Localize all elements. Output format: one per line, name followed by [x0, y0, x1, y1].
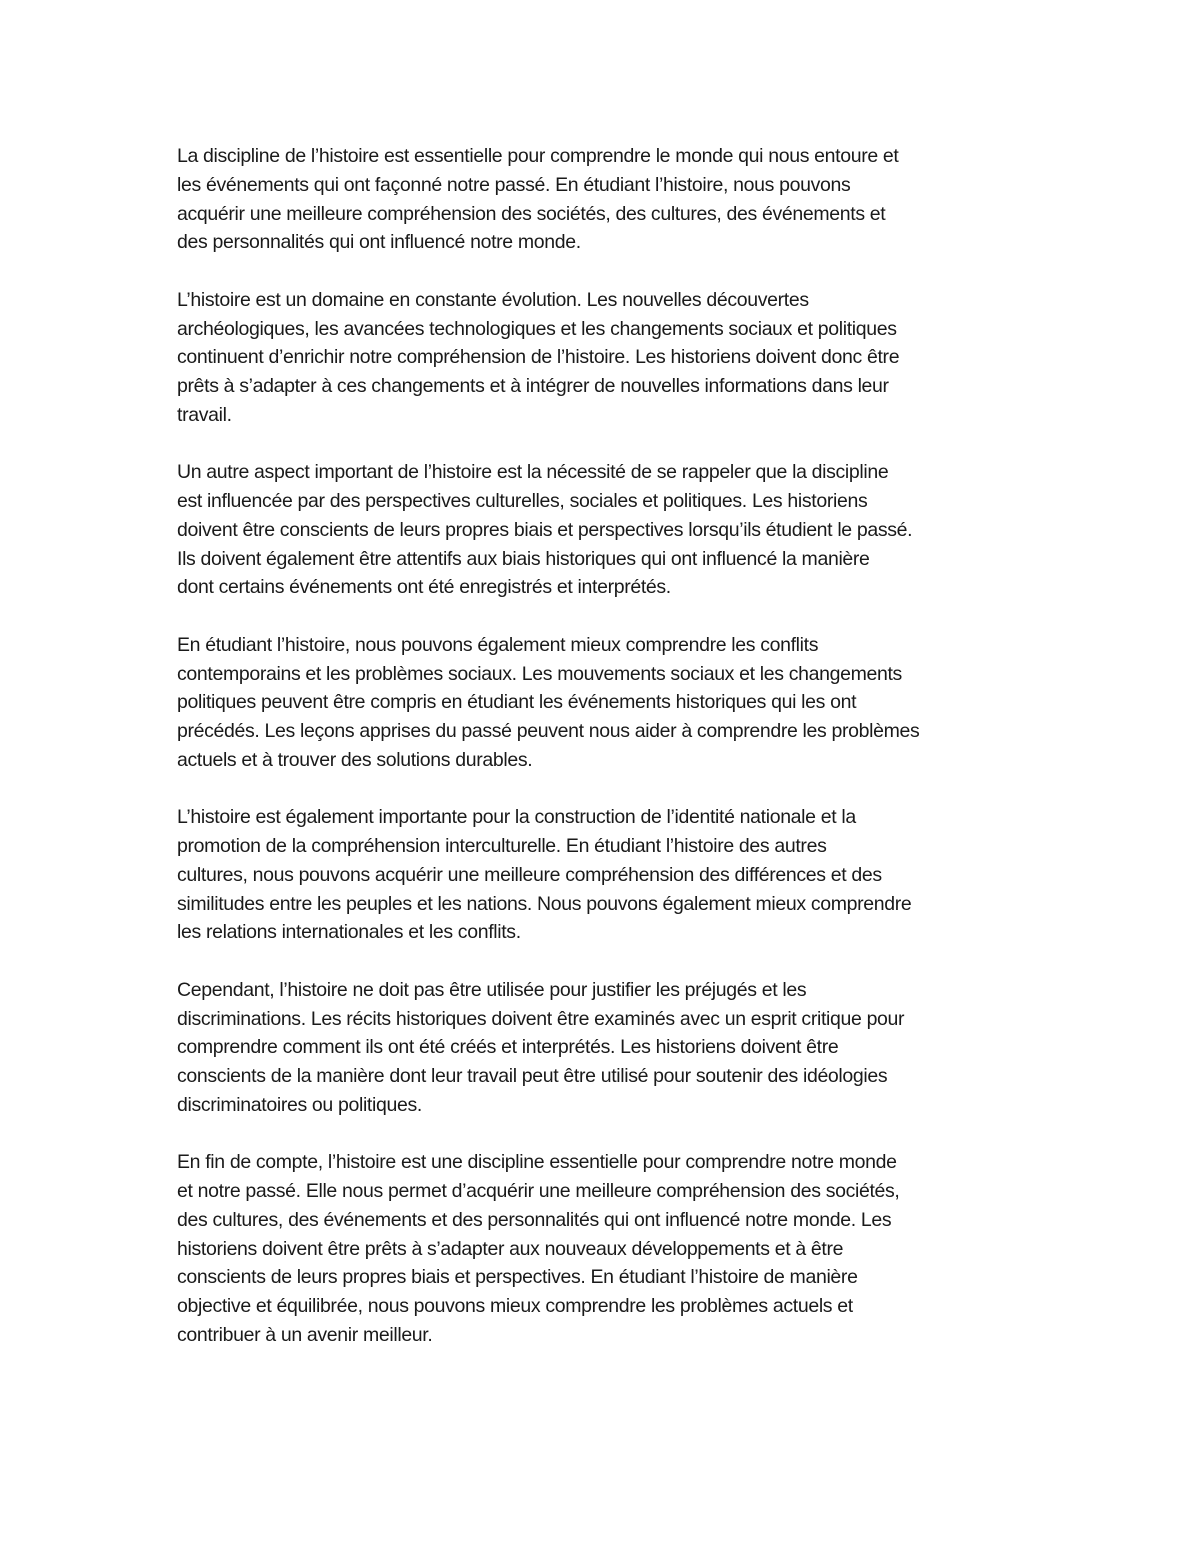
text-line: des personnalités qui ont influencé notre monde.: [177, 231, 581, 254]
paragraph-1: [177, 142, 1037, 257]
text-line: objective et équilibrée, nous pouvons mieux comprendre les problèmes actuels et: [177, 1295, 853, 1317]
document-body: [177, 142, 1037, 1378]
text-line: Ils doivent également être attentifs aux biais historiques qui ont influencé la manière: [177, 547, 870, 570]
text-line: Cependant, l’histoire ne doit pas être utilisée pour justifier les préjugés et les: [177, 978, 807, 1001]
text-line: cultures, nous pouvons acquérir une meilleure compréhension des différences et des: [177, 863, 882, 886]
paragraph-2: [177, 286, 1037, 430]
text-line: Un autre aspect important de l’histoire est la nécessité de se rappeler que la discipline: [177, 461, 889, 484]
text-line: est influencée par des perspectives culturelles, sociales et politiques. Les historiens: [177, 490, 868, 512]
text-line: dont certains événements ont été enregistrés et interprétés.: [177, 576, 671, 599]
text-line: comprendre comment ils ont été créés et interprétés. Les historiens doivent être: [177, 1036, 839, 1059]
text-line: actuels et à trouver des solutions durables.: [177, 748, 533, 771]
text-line: La discipline de l’histoire est essentielle pour comprendre le monde qui nous entoure et: [177, 145, 899, 167]
text-line: prêts à s’adapter à ces changements et à intégrer de nouvelles informations dans leur: [177, 375, 889, 397]
text-line: conscients de leurs propres biais et perspectives. En étudiant l’histoire de manière: [177, 1266, 858, 1289]
paragraph-7: [177, 1148, 1037, 1349]
text-line: promotion de la compréhension interculturelle. En étudiant l’histoire des autres: [177, 835, 827, 857]
paragraph-4: [177, 631, 1037, 775]
text-line: conscients de la manière dont leur travail peut être utilisé pour soutenir des idéologies: [177, 1065, 888, 1087]
paragraph-3: [177, 458, 1037, 602]
text-line: discriminations. Les récits historiques doivent être examinés avec un esprit critique pour: [177, 1007, 905, 1030]
text-line: historiens doivent être prêts à s’adapter aux nouveaux développements et à être: [177, 1237, 844, 1260]
text-line: et notre passé. Elle nous permet d’acquérir une meilleure compréhension des sociétés,: [177, 1180, 900, 1202]
text-line: discriminatoires ou politiques.: [177, 1093, 422, 1116]
text-line: des cultures, des événements et des personnalités qui ont influencé notre monde. Les: [177, 1208, 892, 1231]
text-line: acquérir une meilleure compréhension des sociétés, des cultures, des événements et: [177, 202, 886, 225]
text-line: doivent être conscients de leurs propres biais et perspectives lorsqu’ils étudient le passé.: [177, 518, 913, 541]
paragraph-6: [177, 976, 1037, 1120]
text-line: En fin de compte, l’histoire est une discipline essentielle pour comprendre notre monde: [177, 1151, 897, 1174]
text-line: les événements qui ont façonné notre passé. En étudiant l’histoire, nous pouvons: [177, 173, 851, 196]
text-line: L’histoire est un domaine en constante évolution. Les nouvelles découvertes: [177, 288, 809, 311]
text-line: travail.: [177, 403, 232, 426]
text-line: similitudes entre les peuples et les nations. Nous pouvons également mieux comprendre: [177, 892, 912, 915]
text-line: L’histoire est également importante pour la construction de l’identité nationale et la: [177, 806, 856, 829]
text-line: politiques peuvent être compris en étudiant les événements historiques qui les ont: [177, 691, 857, 714]
paragraph-5: [177, 803, 1037, 947]
text-line: les relations internationales et les conflits.: [177, 921, 521, 944]
text-line: contemporains et les problèmes sociaux. Les mouvements sociaux et les changements: [177, 662, 902, 685]
text-line: En étudiant l’histoire, nous pouvons également mieux comprendre les conflits: [177, 633, 819, 656]
text-line: contribuer à un avenir meilleur.: [177, 1323, 433, 1346]
text-line: continuent d’enrichir notre compréhension de l’histoire. Les historiens doivent donc être: [177, 346, 900, 369]
text-line: archéologiques, les avancées technologiques et les changements sociaux et politiques: [177, 317, 897, 340]
text-line: précédés. Les leçons apprises du passé peuvent nous aider à comprendre les problèmes: [177, 720, 920, 742]
